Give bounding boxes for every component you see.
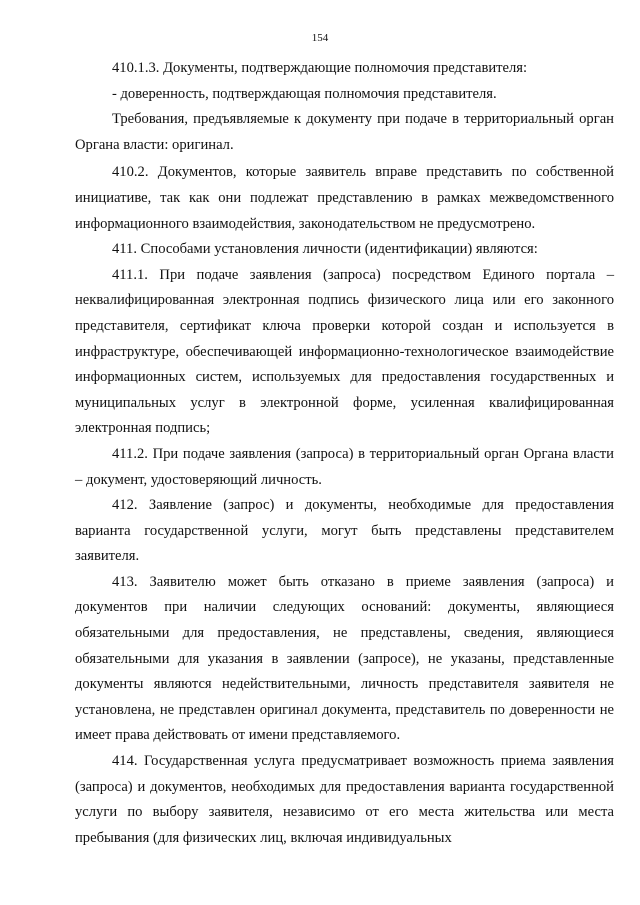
- paragraph-411: 411. Способами установления личности (идентификации) являются:: [112, 241, 538, 258]
- paragraph-document-requirements: Требования, предъявляемые к документу при подаче в территориальный орган Органа власти: оригинал.: [75, 111, 614, 153]
- paragraph-412: 412. Заявление (запрос) и документы, необходимые для предоставления варианта государственной услуги, могут быть представлены представителем заявителя.: [75, 497, 614, 565]
- paragraph-410-2: 410.2. Документов, которые заявитель вправе представить по собственной инициативе, так как они подлежат представлению в рамках межведомственного информационного взаимодействия, законодательством не предусмотрено.: [75, 164, 614, 232]
- document-body: [75, 56, 614, 851]
- paragraph-413: 413. Заявителю может быть отказано в приеме заявления (запроса) и документов при наличии следующих оснований: документы, являющиеся обязательными для предоставления, не представлены, сведения, являющиеся обязательными для указания в заявлении (запросе), не указаны, представленные документы являются недействительными, личность представителя заявителя не установлена, не представлен оригинал документа, представитель по доверенности не имеет права действовать от имени представляемого.: [75, 573, 614, 744]
- paragraph-power-of-attorney-item: - доверенность, подтверждающая полномочия представителя.: [112, 85, 497, 102]
- paragraph-414: 414. Государственная услуга предусматривает возможность приема заявления (запроса) и документов, необходимых для предоставления варианта государственной услуги по выбору заявителя, независимо от его места жительства или места пребывания (для физических лиц, включая индивидуальных: [75, 753, 614, 846]
- paragraph-411-2: 411.2. При подаче заявления (запроса) в территориальный орган Органа власти – документ, удостоверяющий личность.: [75, 445, 614, 488]
- paragraph-410-1-3: 410.1.3. Документы, подтверждающие полномочия представителя:: [112, 60, 528, 76]
- page-number: 154: [311, 32, 329, 44]
- paragraph-411-1: 411.1. При подаче заявления (запроса) посредством Единого портала – неквалифицированная электронная подпись физического лица или его законного представителя, сертификат ключа проверки которой создан и используется в инфраструктуре, обеспечивающей информационно-технологическое взаимодействие информационных систем, используемых для предоставления государственных и муниципальных услуг в электронной форме, усиленная квалифицированная электронная подпись;: [75, 266, 614, 437]
